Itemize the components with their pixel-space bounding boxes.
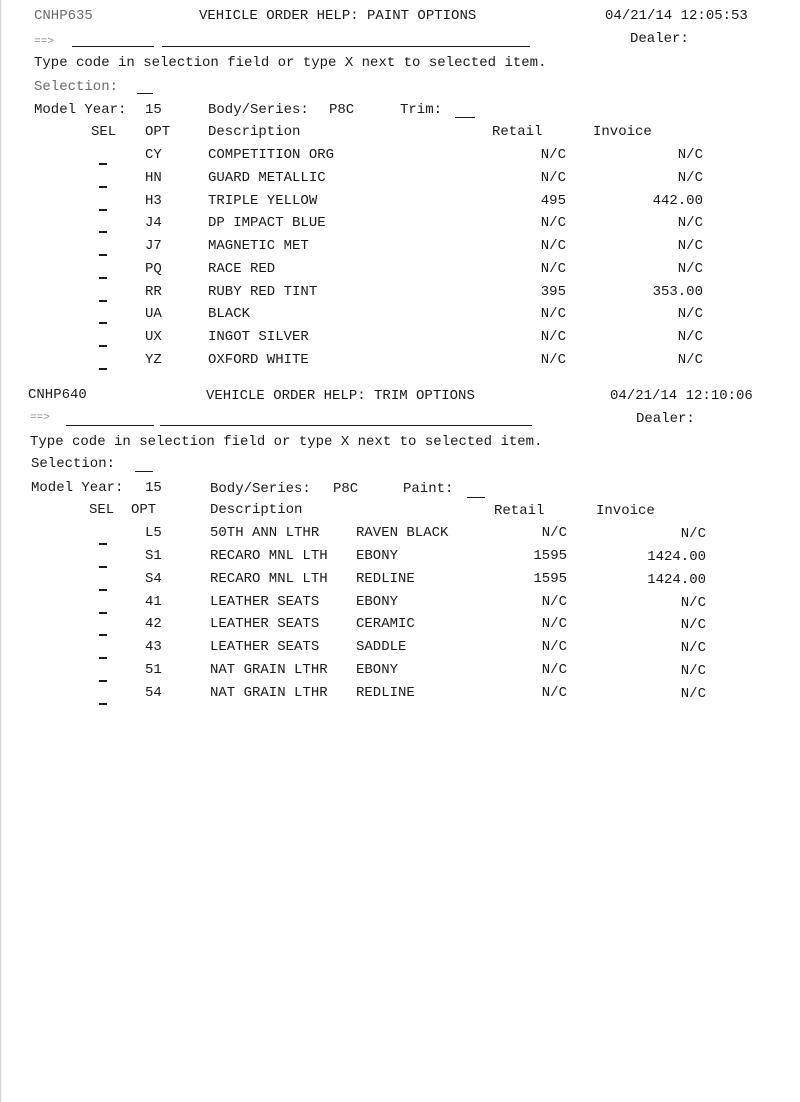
option-invoice: N/C bbox=[680, 526, 706, 542]
option-code: HN bbox=[145, 170, 162, 186]
option-invoice: 1424.00 bbox=[647, 549, 706, 565]
table-row bbox=[0, 352, 800, 374]
model-year-label: Model Year: bbox=[31, 480, 124, 496]
option-description: NAT GRAIN LTHR bbox=[210, 662, 328, 678]
option-retail: N/C bbox=[540, 261, 566, 277]
option-code: 42 bbox=[145, 616, 162, 632]
col-header-opt: OPT bbox=[131, 502, 157, 518]
table-row bbox=[0, 639, 800, 661]
col-header-sel: SEL bbox=[91, 124, 117, 140]
screen-title: VEHICLE ORDER HELP: TRIM OPTIONS bbox=[206, 388, 475, 404]
command-prompt: ==> bbox=[30, 412, 50, 424]
option-code: CY bbox=[145, 147, 162, 163]
option-invoice: N/C bbox=[677, 306, 703, 322]
option-description: RECARO MNL LTH bbox=[210, 571, 328, 587]
option-description: BLACK bbox=[208, 306, 251, 322]
option-code: J7 bbox=[145, 238, 162, 254]
option-description: RUBY RED TINT bbox=[208, 284, 318, 300]
option-description: INGOT SILVER bbox=[208, 329, 309, 345]
col-header-description: Description bbox=[208, 124, 301, 140]
table-row bbox=[0, 525, 800, 547]
row-select-field[interactable] bbox=[99, 543, 107, 545]
option-code: J4 bbox=[145, 215, 162, 231]
option-invoice: N/C bbox=[677, 170, 703, 186]
row-select-field[interactable] bbox=[99, 345, 107, 347]
option-code: YZ bbox=[145, 352, 162, 368]
paint-options-screen bbox=[0, 0, 800, 380]
option-description: 50TH ANN LTHR bbox=[210, 525, 320, 541]
option-color: EBONY bbox=[356, 548, 399, 564]
row-select-field[interactable] bbox=[99, 186, 107, 188]
body-series-value: P8C bbox=[329, 102, 355, 118]
command-field-2[interactable] bbox=[160, 425, 532, 426]
paint-label: Paint: bbox=[403, 481, 454, 497]
col-header-invoice: Invoice bbox=[596, 503, 655, 519]
instruction-text: Type code in selection field or type X next to selected item. bbox=[30, 434, 543, 450]
table-row bbox=[0, 215, 800, 237]
option-color: EBONY bbox=[356, 662, 399, 678]
option-retail: N/C bbox=[540, 238, 566, 254]
row-select-field[interactable] bbox=[99, 680, 107, 682]
option-retail: 495 bbox=[540, 193, 566, 209]
option-code: 41 bbox=[145, 594, 162, 610]
option-color: EBONY bbox=[356, 594, 399, 610]
body-series-label: Body/Series: bbox=[208, 102, 309, 118]
table-row bbox=[0, 662, 800, 684]
model-year-value: 15 bbox=[145, 102, 162, 118]
option-code: S4 bbox=[145, 571, 162, 587]
option-retail: N/C bbox=[541, 616, 567, 632]
instruction-text: Type code in selection field or type X next to selected item. bbox=[34, 55, 547, 71]
option-code: RR bbox=[145, 284, 162, 300]
option-retail: N/C bbox=[541, 594, 567, 610]
option-invoice: N/C bbox=[680, 640, 706, 656]
row-select-field[interactable] bbox=[99, 277, 107, 279]
option-invoice: N/C bbox=[680, 617, 706, 633]
option-description: OXFORD WHITE bbox=[208, 352, 309, 368]
option-invoice: 353.00 bbox=[652, 284, 703, 300]
table-row bbox=[0, 594, 800, 616]
row-select-field[interactable] bbox=[99, 634, 107, 636]
model-year-label: Model Year: bbox=[34, 102, 127, 118]
option-color: SADDLE bbox=[356, 639, 407, 655]
option-retail: N/C bbox=[540, 147, 566, 163]
option-invoice: N/C bbox=[680, 663, 706, 679]
option-invoice: N/C bbox=[680, 595, 706, 611]
selection-field[interactable] bbox=[135, 471, 153, 472]
option-retail: N/C bbox=[540, 329, 566, 345]
col-header-invoice: Invoice bbox=[593, 124, 652, 140]
paint-field[interactable] bbox=[467, 497, 485, 498]
option-code: 51 bbox=[145, 662, 162, 678]
col-header-description: Description bbox=[210, 502, 303, 518]
option-code: H3 bbox=[145, 193, 162, 209]
table-row bbox=[0, 284, 800, 306]
table-row bbox=[0, 261, 800, 283]
selection-label: Selection: bbox=[31, 456, 116, 472]
dealer-label: Dealer: bbox=[636, 411, 695, 427]
row-select-field[interactable] bbox=[99, 566, 107, 568]
option-color: CERAMIC bbox=[356, 616, 415, 632]
table-row bbox=[0, 616, 800, 638]
body-series-label: Body/Series: bbox=[210, 481, 311, 497]
screen-datetime: 04/21/14 12:10:06 bbox=[610, 388, 753, 404]
option-description: RACE RED bbox=[208, 261, 276, 277]
trim-label: Trim: bbox=[400, 102, 443, 118]
option-code: UA bbox=[145, 306, 162, 322]
row-select-field[interactable] bbox=[99, 589, 107, 591]
option-description: NAT GRAIN LTHR bbox=[210, 685, 328, 701]
option-color: REDLINE bbox=[356, 571, 415, 587]
selection-field[interactable] bbox=[137, 93, 153, 94]
screen-id: CNHP640 bbox=[28, 387, 87, 403]
table-row bbox=[0, 170, 800, 192]
row-select-field[interactable] bbox=[99, 368, 107, 370]
table-row bbox=[0, 571, 800, 593]
option-description: RECARO MNL LTH bbox=[210, 548, 328, 564]
option-retail: N/C bbox=[541, 685, 567, 701]
screen-title: VEHICLE ORDER HELP: PAINT OPTIONS bbox=[199, 8, 477, 24]
option-invoice: N/C bbox=[677, 238, 703, 254]
row-select-field[interactable] bbox=[99, 657, 107, 659]
option-invoice: N/C bbox=[680, 686, 706, 702]
option-retail: N/C bbox=[540, 352, 566, 368]
option-code: L5 bbox=[145, 525, 162, 541]
option-retail: N/C bbox=[540, 215, 566, 231]
option-description: COMPETITION ORG bbox=[208, 147, 335, 163]
screen-id: CNHP635 bbox=[34, 8, 93, 24]
table-row bbox=[0, 238, 800, 260]
command-field-1[interactable] bbox=[66, 425, 154, 426]
option-retail: N/C bbox=[540, 306, 566, 322]
col-header-sel: SEL bbox=[89, 502, 115, 518]
option-retail: N/C bbox=[541, 662, 567, 678]
option-code: UX bbox=[145, 329, 162, 345]
option-invoice: N/C bbox=[677, 261, 703, 277]
table-row bbox=[0, 147, 800, 169]
row-select-field[interactable] bbox=[99, 209, 107, 211]
col-header-retail: Retail bbox=[494, 503, 545, 519]
option-color: REDLINE bbox=[356, 685, 415, 701]
option-invoice: N/C bbox=[677, 329, 703, 345]
option-description: DP IMPACT BLUE bbox=[208, 215, 326, 231]
option-description: LEATHER SEATS bbox=[210, 639, 320, 655]
option-code: 54 bbox=[145, 685, 162, 701]
option-retail: 1595 bbox=[533, 548, 567, 564]
option-retail: N/C bbox=[541, 639, 567, 655]
table-row bbox=[0, 306, 800, 328]
selection-label: Selection: bbox=[34, 79, 119, 95]
option-invoice: N/C bbox=[677, 147, 703, 163]
option-retail: 395 bbox=[540, 284, 566, 300]
row-select-field[interactable] bbox=[99, 163, 107, 165]
command-prompt: ==> bbox=[34, 36, 54, 48]
option-invoice: 1424.00 bbox=[647, 572, 706, 588]
row-select-field[interactable] bbox=[99, 231, 107, 233]
table-row bbox=[0, 685, 800, 707]
command-field-2[interactable] bbox=[162, 46, 530, 47]
table-row bbox=[0, 329, 800, 351]
col-header-opt: OPT bbox=[145, 124, 171, 140]
option-code: 43 bbox=[145, 639, 162, 655]
option-retail: N/C bbox=[541, 525, 567, 541]
row-select-field[interactable] bbox=[99, 612, 107, 614]
col-header-retail: Retail bbox=[492, 124, 543, 140]
option-retail: N/C bbox=[540, 170, 566, 186]
option-code: S1 bbox=[145, 548, 162, 564]
row-select-field[interactable] bbox=[99, 300, 107, 302]
table-row bbox=[0, 548, 800, 570]
option-retail: 1595 bbox=[533, 571, 567, 587]
option-invoice: N/C bbox=[677, 215, 703, 231]
command-field-1[interactable] bbox=[72, 46, 154, 47]
option-description: LEATHER SEATS bbox=[210, 616, 320, 632]
option-description: TRIPLE YELLOW bbox=[208, 193, 318, 209]
option-code: PQ bbox=[145, 261, 162, 277]
screen-datetime: 04/21/14 12:05:53 bbox=[605, 8, 748, 24]
table-row bbox=[0, 193, 800, 215]
dealer-label: Dealer: bbox=[630, 31, 689, 47]
option-invoice: 442.00 bbox=[652, 193, 703, 209]
option-description: MAGNETIC MET bbox=[208, 238, 309, 254]
trim-field[interactable] bbox=[455, 117, 475, 118]
model-year-value: 15 bbox=[145, 480, 162, 496]
row-select-field[interactable] bbox=[99, 703, 107, 705]
row-select-field[interactable] bbox=[99, 322, 107, 324]
option-invoice: N/C bbox=[677, 352, 703, 368]
option-description: GUARD METALLIC bbox=[208, 170, 326, 186]
trim-options-screen bbox=[0, 380, 800, 710]
option-description: LEATHER SEATS bbox=[210, 594, 320, 610]
row-select-field[interactable] bbox=[99, 254, 107, 256]
option-color: RAVEN BLACK bbox=[356, 525, 449, 541]
body-series-value: P8C bbox=[333, 481, 359, 497]
